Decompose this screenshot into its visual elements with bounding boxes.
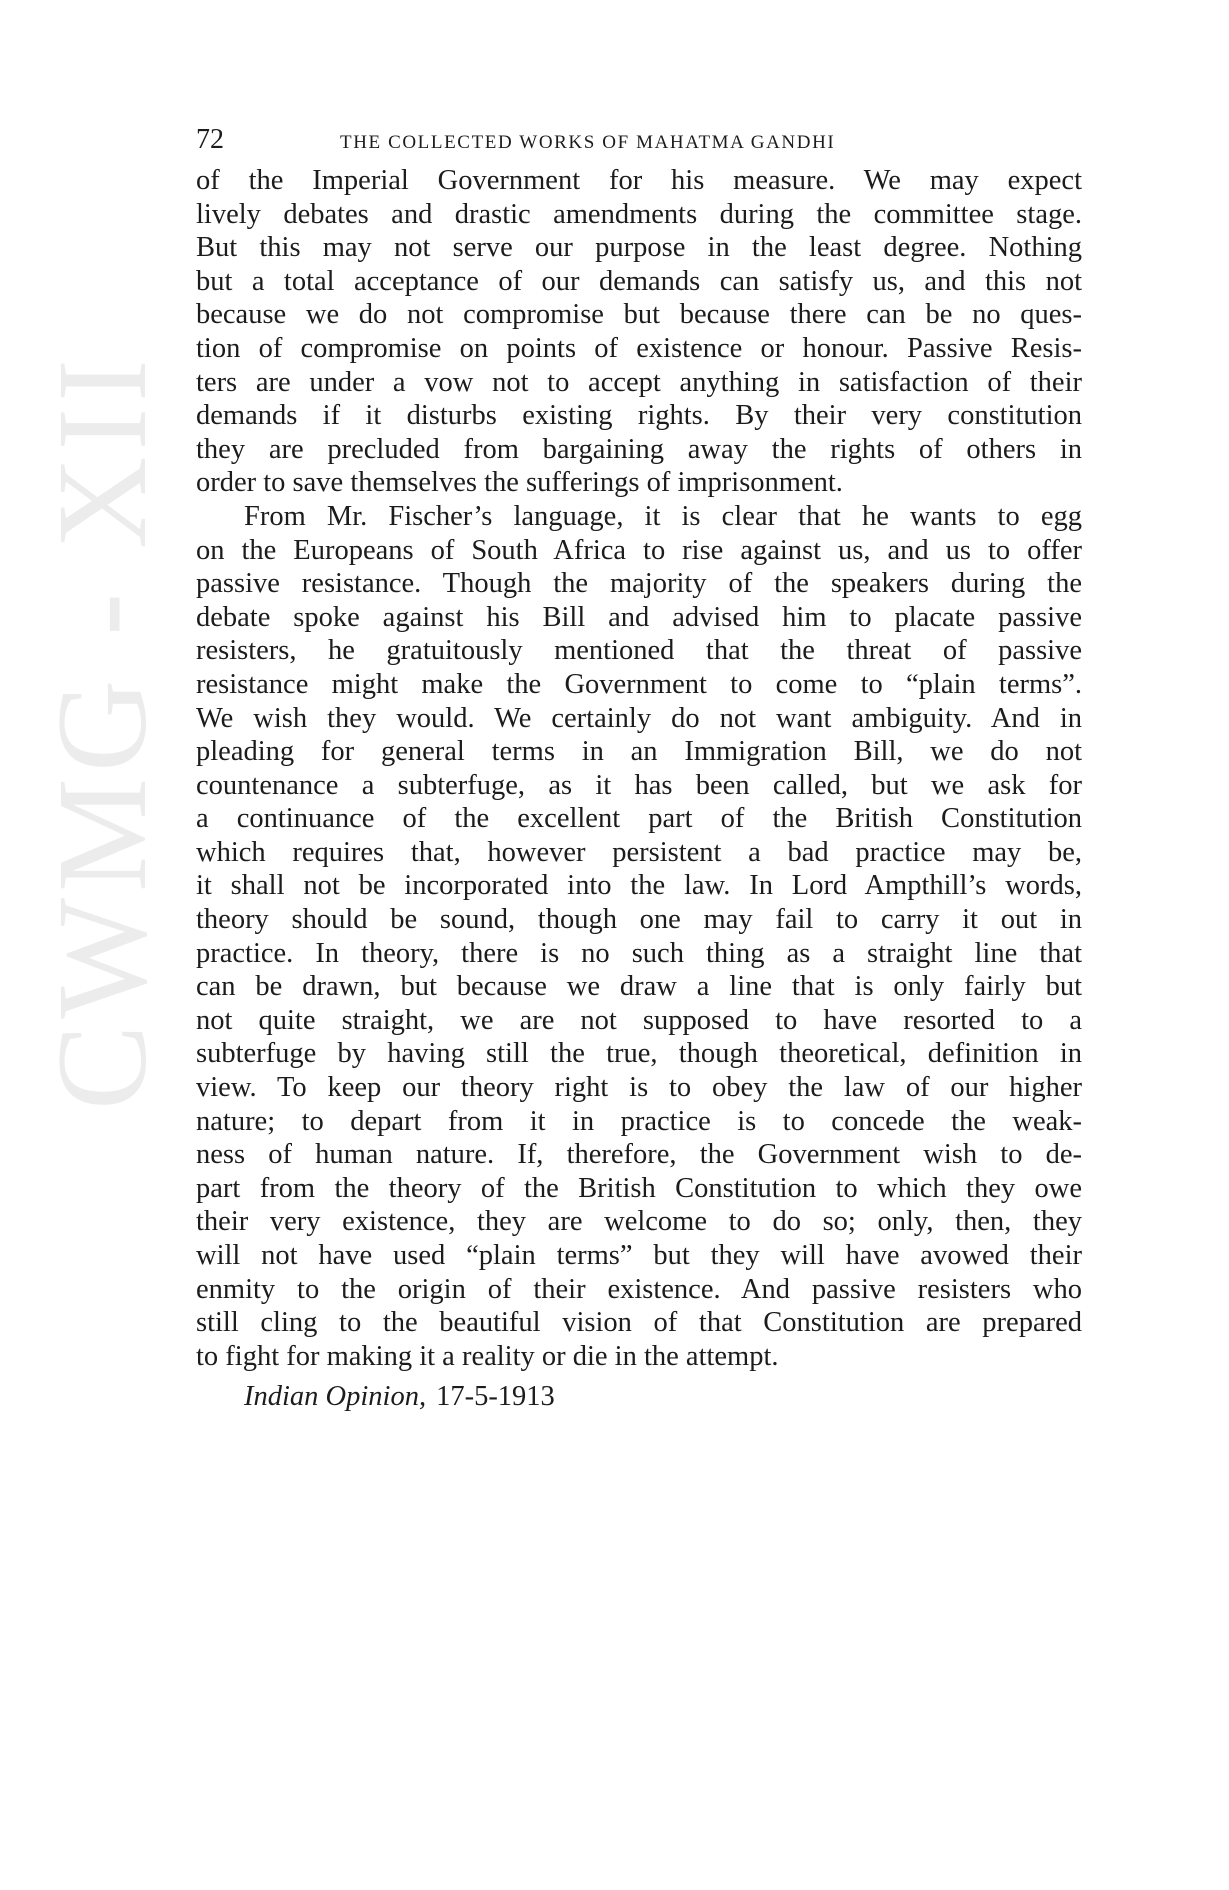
text-line: part from the theory of the British Constitution to which they owe bbox=[196, 1172, 1082, 1204]
text-line: theory should be sound, though one may fail to carry it out in bbox=[196, 904, 1082, 936]
text-line: But this may not serve our purpose in the least degree. Nothing bbox=[196, 232, 1082, 264]
paragraph bbox=[196, 500, 1082, 1373]
text-line: lively debates and drastic amendments during the committee stage. bbox=[196, 198, 1082, 230]
text-line: can be drawn, but because we draw a line that is only fairly but bbox=[196, 971, 1082, 1003]
source-citation bbox=[196, 1381, 1082, 1413]
text-line: nature; to depart from it in practice is to concede the weak- bbox=[196, 1105, 1082, 1137]
body-text bbox=[196, 164, 1082, 1373]
text-line: view. To keep our theory right is to obey the law of our higher bbox=[196, 1072, 1082, 1104]
text-line: resistance might make the Government to come to “plain terms”. bbox=[196, 668, 1082, 700]
text-line: countenance a subterfuge, as it has been called, but we ask for bbox=[196, 769, 1082, 801]
text-line: because we do not compromise but because there can be no ques- bbox=[196, 299, 1082, 331]
text-line: on the Europeans of South Africa to rise against us, and us to offer bbox=[196, 534, 1082, 566]
text-line: still cling to the beautiful vision of that Constitution are prepared bbox=[196, 1307, 1082, 1339]
text-line: practice. In theory, there is no such thing as a straight line that bbox=[196, 937, 1082, 969]
text-line: their very existence, they are welcome to do so; only, then, they bbox=[196, 1206, 1082, 1238]
text-line: tion of compromise on points of existence or honour. Passive Resis- bbox=[196, 332, 1082, 364]
text-line: they are precluded from bargaining away the rights of others in bbox=[196, 433, 1082, 465]
source-title: Indian Opinion, bbox=[244, 1381, 427, 1413]
text-line: order to save themselves the sufferings of imprisonment. bbox=[196, 467, 843, 499]
text-line: pleading for general terms in an Immigration Bill, we do not bbox=[196, 736, 1082, 768]
paragraph bbox=[196, 164, 1082, 500]
text-line: debate spoke against his Bill and advised him to placate passive bbox=[196, 601, 1082, 633]
running-head: THE COLLECTED WORKS OF MAHATMA GANDHI bbox=[340, 132, 836, 153]
text-line: but a total acceptance of our demands can satisfy us, and this not bbox=[196, 265, 1082, 297]
text-line: resisters, he gratuitously mentioned that the threat of passive bbox=[196, 635, 1082, 667]
text-line: From Mr. Fischer’s language, it is clear that he wants to egg bbox=[244, 500, 1082, 532]
text-line: passive resistance. Though the majority of the speakers during the bbox=[196, 568, 1082, 600]
page-header bbox=[196, 124, 1082, 164]
source-date: 17-5-1913 bbox=[436, 1381, 555, 1413]
text-line: ters are under a vow not to accept anything in satisfaction of their bbox=[196, 366, 1082, 398]
page-number: 72 bbox=[196, 124, 224, 155]
text-line: it shall not be incorporated into the law. In Lord Ampthill’s words, bbox=[196, 870, 1082, 902]
text-line: enmity to the origin of their existence. And passive resisters who bbox=[196, 1273, 1082, 1305]
text-line: will not have used “plain terms” but they will have avowed their bbox=[196, 1240, 1082, 1271]
document-page bbox=[196, 124, 1082, 1413]
text-line: of the Imperial Government for his measure. We may expect bbox=[196, 165, 1082, 196]
text-line: ness of human nature. If, therefore, the Government wish to de- bbox=[196, 1139, 1082, 1171]
text-line: We wish they would. We certainly do not want ambiguity. And in bbox=[196, 702, 1082, 734]
text-line: subterfuge by having still the true, though theoretical, definition in bbox=[196, 1038, 1082, 1070]
text-line: not quite straight, we are not supposed to have resorted to a bbox=[196, 1004, 1082, 1036]
text-line: a continuance of the excellent part of the British Constitution bbox=[196, 803, 1082, 835]
watermark: CWMG - XII bbox=[31, 353, 173, 1110]
text-line: to fight for making it a reality or die in the attempt. bbox=[196, 1340, 779, 1372]
text-line: which requires that, however persistent a bad practice may be, bbox=[196, 836, 1082, 868]
text-line: demands if it disturbs existing rights. By their very constitution bbox=[196, 400, 1082, 432]
